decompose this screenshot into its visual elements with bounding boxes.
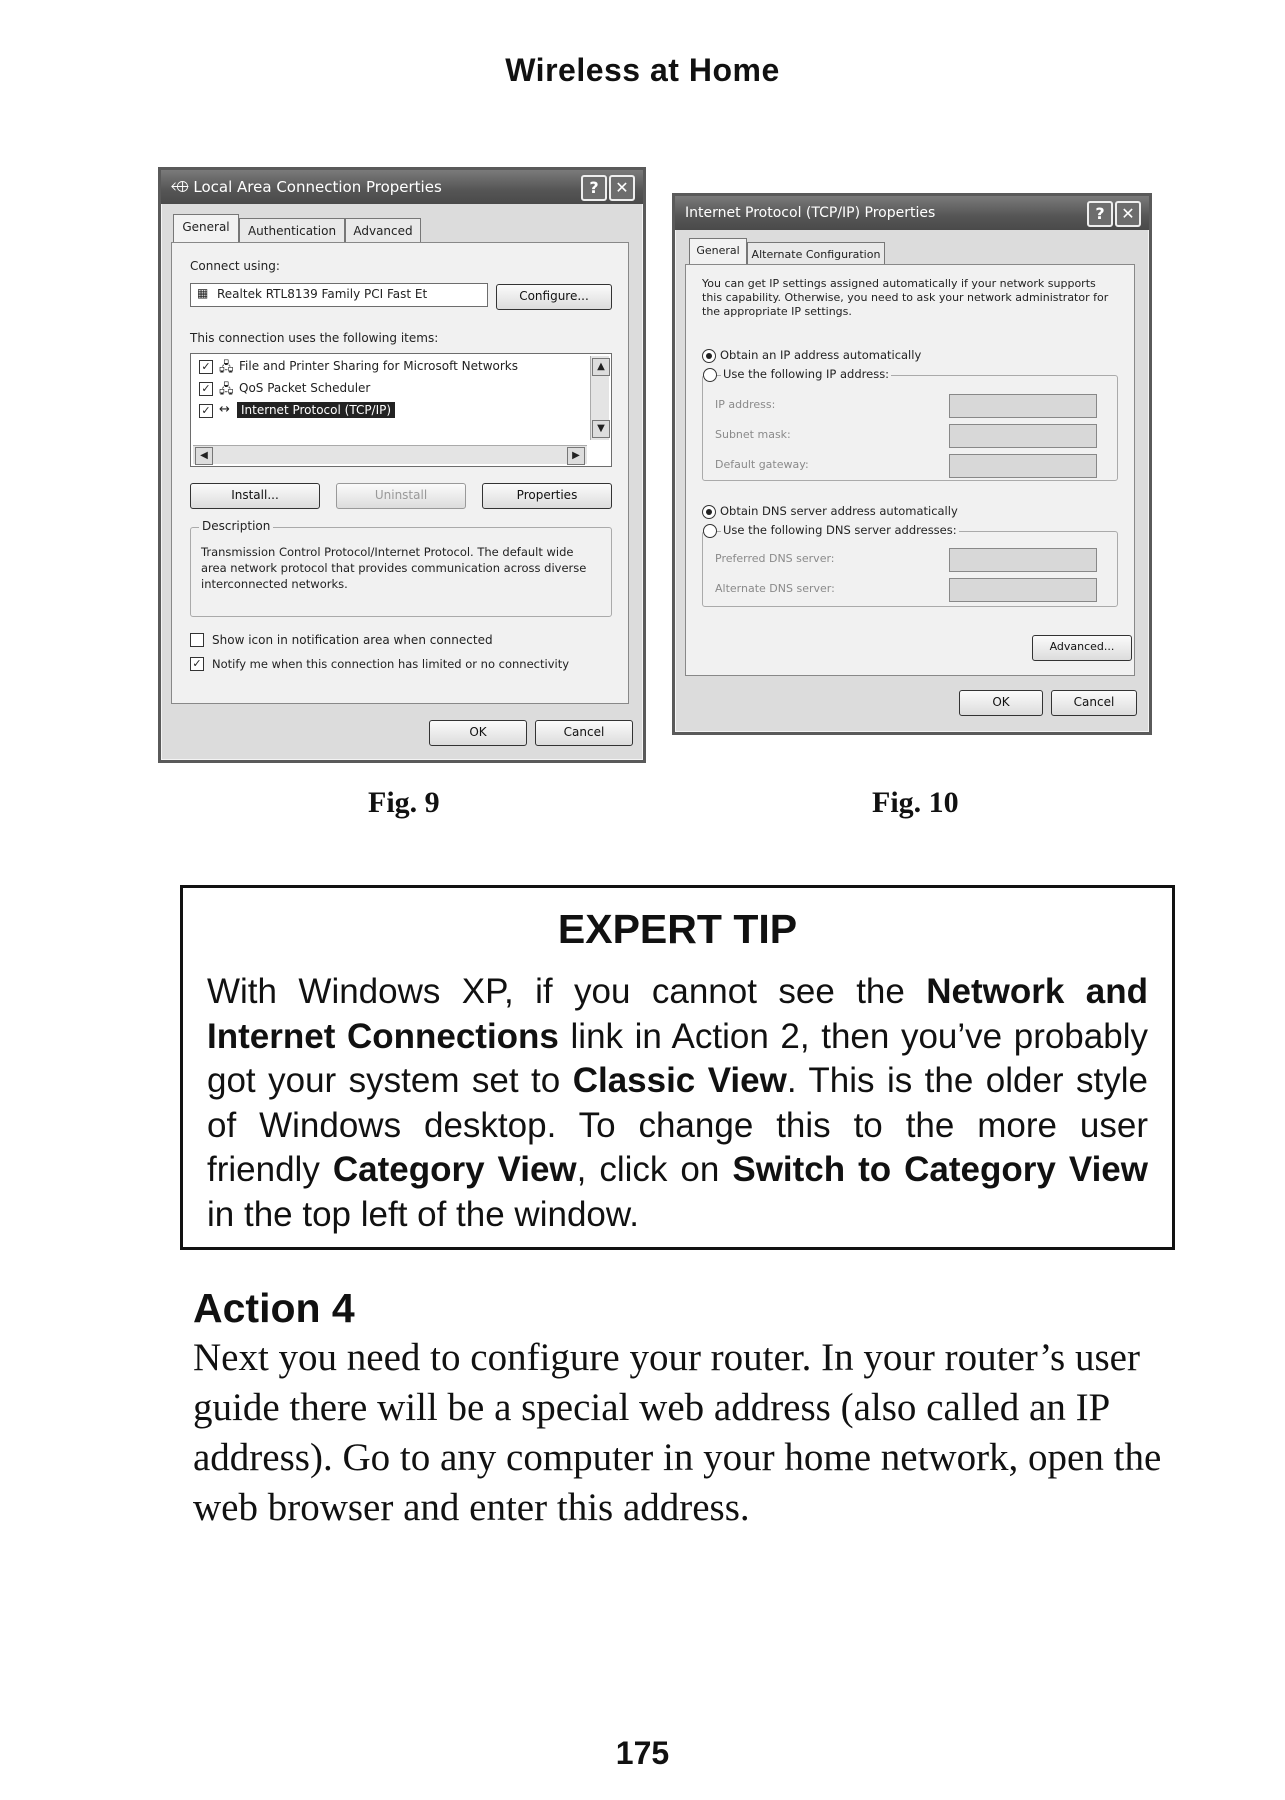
ok-button[interactable]: OK	[429, 720, 527, 746]
qos-icon: 🖧	[219, 382, 234, 397]
intro-text: You can get IP settings assigned automatically if your network supports this capability. Otherwise, you need to ask your network administrator for the appropriate IP settings.	[702, 277, 1109, 318]
show-icon-label: Show icon in notification area when connected	[212, 633, 493, 647]
advanced-button[interactable]: Advanced...	[1032, 635, 1132, 661]
network-card-icon: ▦	[197, 286, 209, 300]
subnet-mask-field	[949, 424, 1097, 448]
help-button[interactable]: ?	[1087, 201, 1113, 227]
action-heading: Action 4	[193, 1285, 355, 1331]
cancel-button[interactable]: Cancel	[535, 720, 633, 746]
item-label-selected[interactable]: Internet Protocol (TCP/IP)	[237, 402, 395, 418]
obtain-dns-label: Obtain DNS server address automatically	[720, 504, 958, 518]
protocol-icon: ↔	[219, 402, 230, 417]
tip-emphasis: Network and Internet Connections	[207, 972, 1148, 1056]
tab-general[interactable]: General	[173, 214, 239, 243]
tab-authentication[interactable]: Authentication	[239, 218, 345, 243]
cancel-button[interactable]: Cancel	[1051, 690, 1137, 716]
configure-button[interactable]: Configure...	[496, 284, 612, 310]
adapter-name: Realtek RTL8139 Family PCI Fast Et	[217, 287, 428, 301]
list-horizontal-scrollbar[interactable]	[193, 445, 587, 464]
description-group	[190, 519, 612, 617]
notify-label: Notify me when this connection has limited or no connectivity	[212, 657, 570, 671]
preferred-dns-label: Preferred DNS server:	[715, 552, 835, 565]
scroll-up-icon[interactable]: ▲	[592, 358, 610, 376]
notify-checkbox[interactable]: ✓	[190, 657, 204, 671]
connect-using-label: Connect using:	[190, 259, 280, 273]
fig-9-caption: Fig. 9	[368, 786, 440, 819]
running-header: Wireless at Home	[505, 52, 780, 88]
use-dns-label: Use the following DNS server addresses:	[723, 523, 957, 537]
dialog-title: Internet Protocol (TCP/IP) Properties	[685, 205, 936, 221]
scroll-right-icon[interactable]: ▶	[567, 447, 585, 465]
tab-advanced[interactable]: Advanced	[345, 218, 421, 243]
obtain-dns-radio[interactable]	[702, 505, 716, 519]
subnet-mask-label: Subnet mask:	[715, 428, 791, 441]
static-ip-group	[702, 367, 1118, 481]
help-button[interactable]: ?	[581, 175, 607, 201]
dialog-titlebar	[675, 196, 1149, 230]
page-number: 175	[615, 1735, 670, 1771]
tab-strip	[173, 218, 613, 242]
use-ip-label: Use the following IP address:	[723, 367, 890, 381]
action-body: Next you need to configure your router. In your router’s user guide there will be a special web address (also called an IP address). Go to any computer in your home network, open the web browser and enter this address.	[193, 1336, 1162, 1529]
expert-tip-box	[180, 885, 1175, 1250]
tip-emphasis: Classic View	[572, 1061, 787, 1100]
general-panel	[171, 242, 629, 704]
tip-text: link in Action 2, then you’ve probably got your system set to	[207, 1016, 1148, 1100]
tip-text: in the top left of the window.	[207, 1194, 639, 1234]
expert-tip-title: EXPERT TIP	[557, 906, 798, 952]
list-vertical-scrollbar[interactable]	[590, 356, 609, 440]
properties-button[interactable]: Properties	[482, 483, 612, 509]
general-panel	[685, 264, 1135, 676]
item-checkbox[interactable]: ✓	[199, 404, 213, 418]
items-list	[190, 353, 612, 467]
item-label[interactable]: File and Printer Sharing for Microsoft Networks	[239, 359, 518, 373]
preferred-dns-field	[949, 548, 1097, 572]
item-checkbox[interactable]: ✓	[199, 360, 213, 374]
items-label: This connection uses the following items:	[190, 331, 439, 345]
obtain-ip-label: Obtain an IP address automatically	[720, 348, 922, 362]
alternate-dns-label: Alternate DNS server:	[715, 582, 835, 595]
tip-emphasis: Category View	[332, 1150, 577, 1189]
default-gateway-field	[949, 454, 1097, 478]
ok-button[interactable]: OK	[959, 690, 1043, 716]
scroll-left-icon[interactable]: ◀	[195, 447, 213, 465]
use-ip-radio[interactable]	[703, 368, 717, 382]
alternate-dns-field	[949, 578, 1097, 602]
close-button[interactable]: ✕	[609, 175, 635, 201]
tip-text: , click on	[576, 1150, 733, 1189]
install-button[interactable]: Install...	[190, 483, 320, 509]
use-dns-radio[interactable]	[703, 524, 717, 538]
item-label[interactable]: QoS Packet Scheduler	[239, 381, 371, 395]
description-heading: Description	[199, 519, 273, 533]
tab-strip	[689, 242, 1089, 264]
show-icon-checkbox[interactable]	[190, 633, 204, 647]
uninstall-button: Uninstall	[336, 483, 466, 509]
fig-10-caption: Fig. 10	[872, 786, 959, 819]
default-gateway-label: Default gateway:	[715, 458, 809, 471]
close-button[interactable]: ✕	[1115, 201, 1141, 227]
dialog-title: Local Area Connection Properties	[193, 178, 442, 196]
tab-general[interactable]: General	[689, 238, 747, 267]
tab-alternate-configuration[interactable]: Alternate Configuration	[747, 242, 885, 267]
adapter-field	[190, 283, 488, 307]
item-checkbox[interactable]: ✓	[199, 382, 213, 396]
tip-text: With Windows XP, if you cannot see the	[207, 972, 927, 1011]
local-area-connection-dialog	[158, 167, 646, 763]
file-sharing-icon: 🖧	[219, 360, 234, 375]
scroll-down-icon[interactable]: ▼	[592, 420, 610, 438]
ip-address-field	[949, 394, 1097, 418]
obtain-ip-radio[interactable]	[702, 349, 716, 363]
tip-emphasis: Switch to Category View	[732, 1150, 1148, 1189]
ip-address-label: IP address:	[715, 398, 776, 411]
tip-text: . This is the older style of Windows desktop. To change this to the more user friendly	[207, 1061, 1148, 1189]
dialog-titlebar	[161, 170, 643, 204]
description-text: Transmission Control Protocol/Internet Protocol. The default wide area network protocol that provides communication across diverse interconnected networks.	[201, 545, 587, 591]
network-icon: ⬲	[171, 177, 189, 196]
expert-tip-body	[207, 970, 1148, 1237]
static-dns-group	[702, 523, 1118, 607]
tcpip-properties-dialog	[672, 193, 1152, 735]
